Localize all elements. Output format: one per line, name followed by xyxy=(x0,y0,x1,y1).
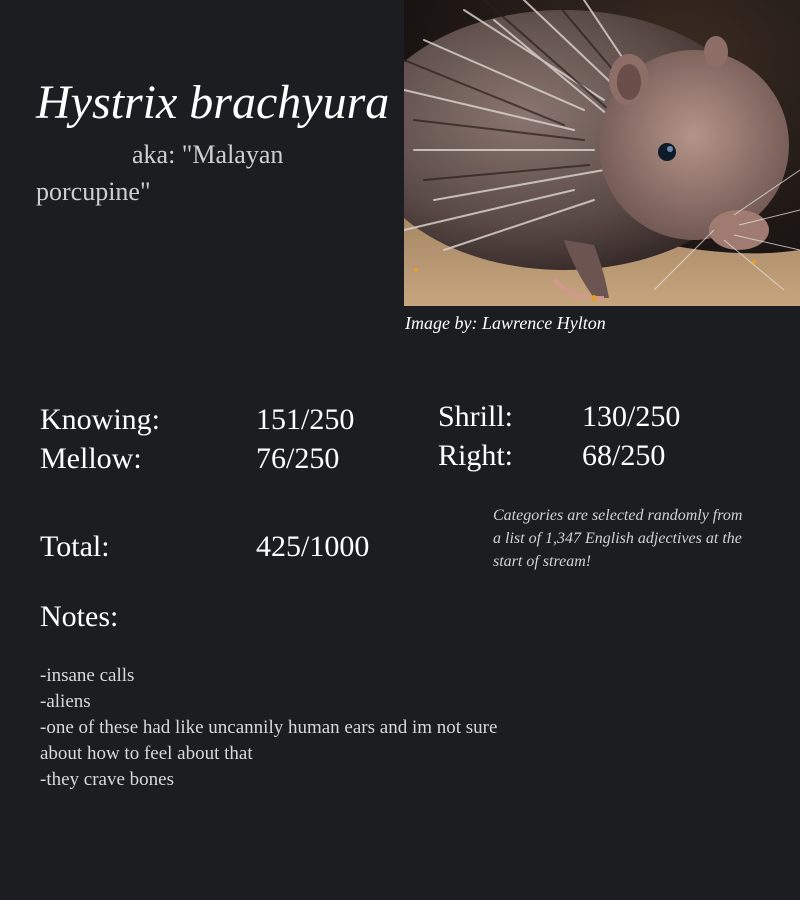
stat-label-right: Right: xyxy=(438,439,514,472)
note-item: -aliens xyxy=(40,691,91,712)
note-item: -insane calls xyxy=(40,665,135,686)
notes-list xyxy=(40,663,500,793)
stat-value-shrill: 130/250 xyxy=(582,400,681,433)
total-value: 425/1000 xyxy=(256,530,370,563)
stat-value-knowing: 151/250 xyxy=(256,403,355,436)
stat-label-mellow: Mellow: xyxy=(40,442,142,475)
stat-label-knowing: Knowing: xyxy=(40,403,160,436)
stat-value-mellow: 76/250 xyxy=(256,442,340,475)
stat-value-right: 68/250 xyxy=(582,439,666,472)
category-disclaimer: Categories are selected randomly from a list of 1,347 English adjectives at the start of stream! xyxy=(493,507,743,570)
notes-heading: Notes: xyxy=(40,600,119,633)
total-label: Total: xyxy=(40,530,110,563)
note-item: -they crave bones xyxy=(40,769,174,790)
stat-label-shrill: Shrill: xyxy=(438,400,514,433)
note-item: -one of these had like uncannily human ears and im not sure about how to feel about that xyxy=(40,717,498,764)
species-title: Hystrix brachyura xyxy=(36,76,390,129)
photo-credit: Image by: Lawrence Hylton xyxy=(405,313,606,333)
porcupine-photo xyxy=(404,0,800,306)
common-name: aka: "Malayan porcupine" xyxy=(36,140,284,206)
